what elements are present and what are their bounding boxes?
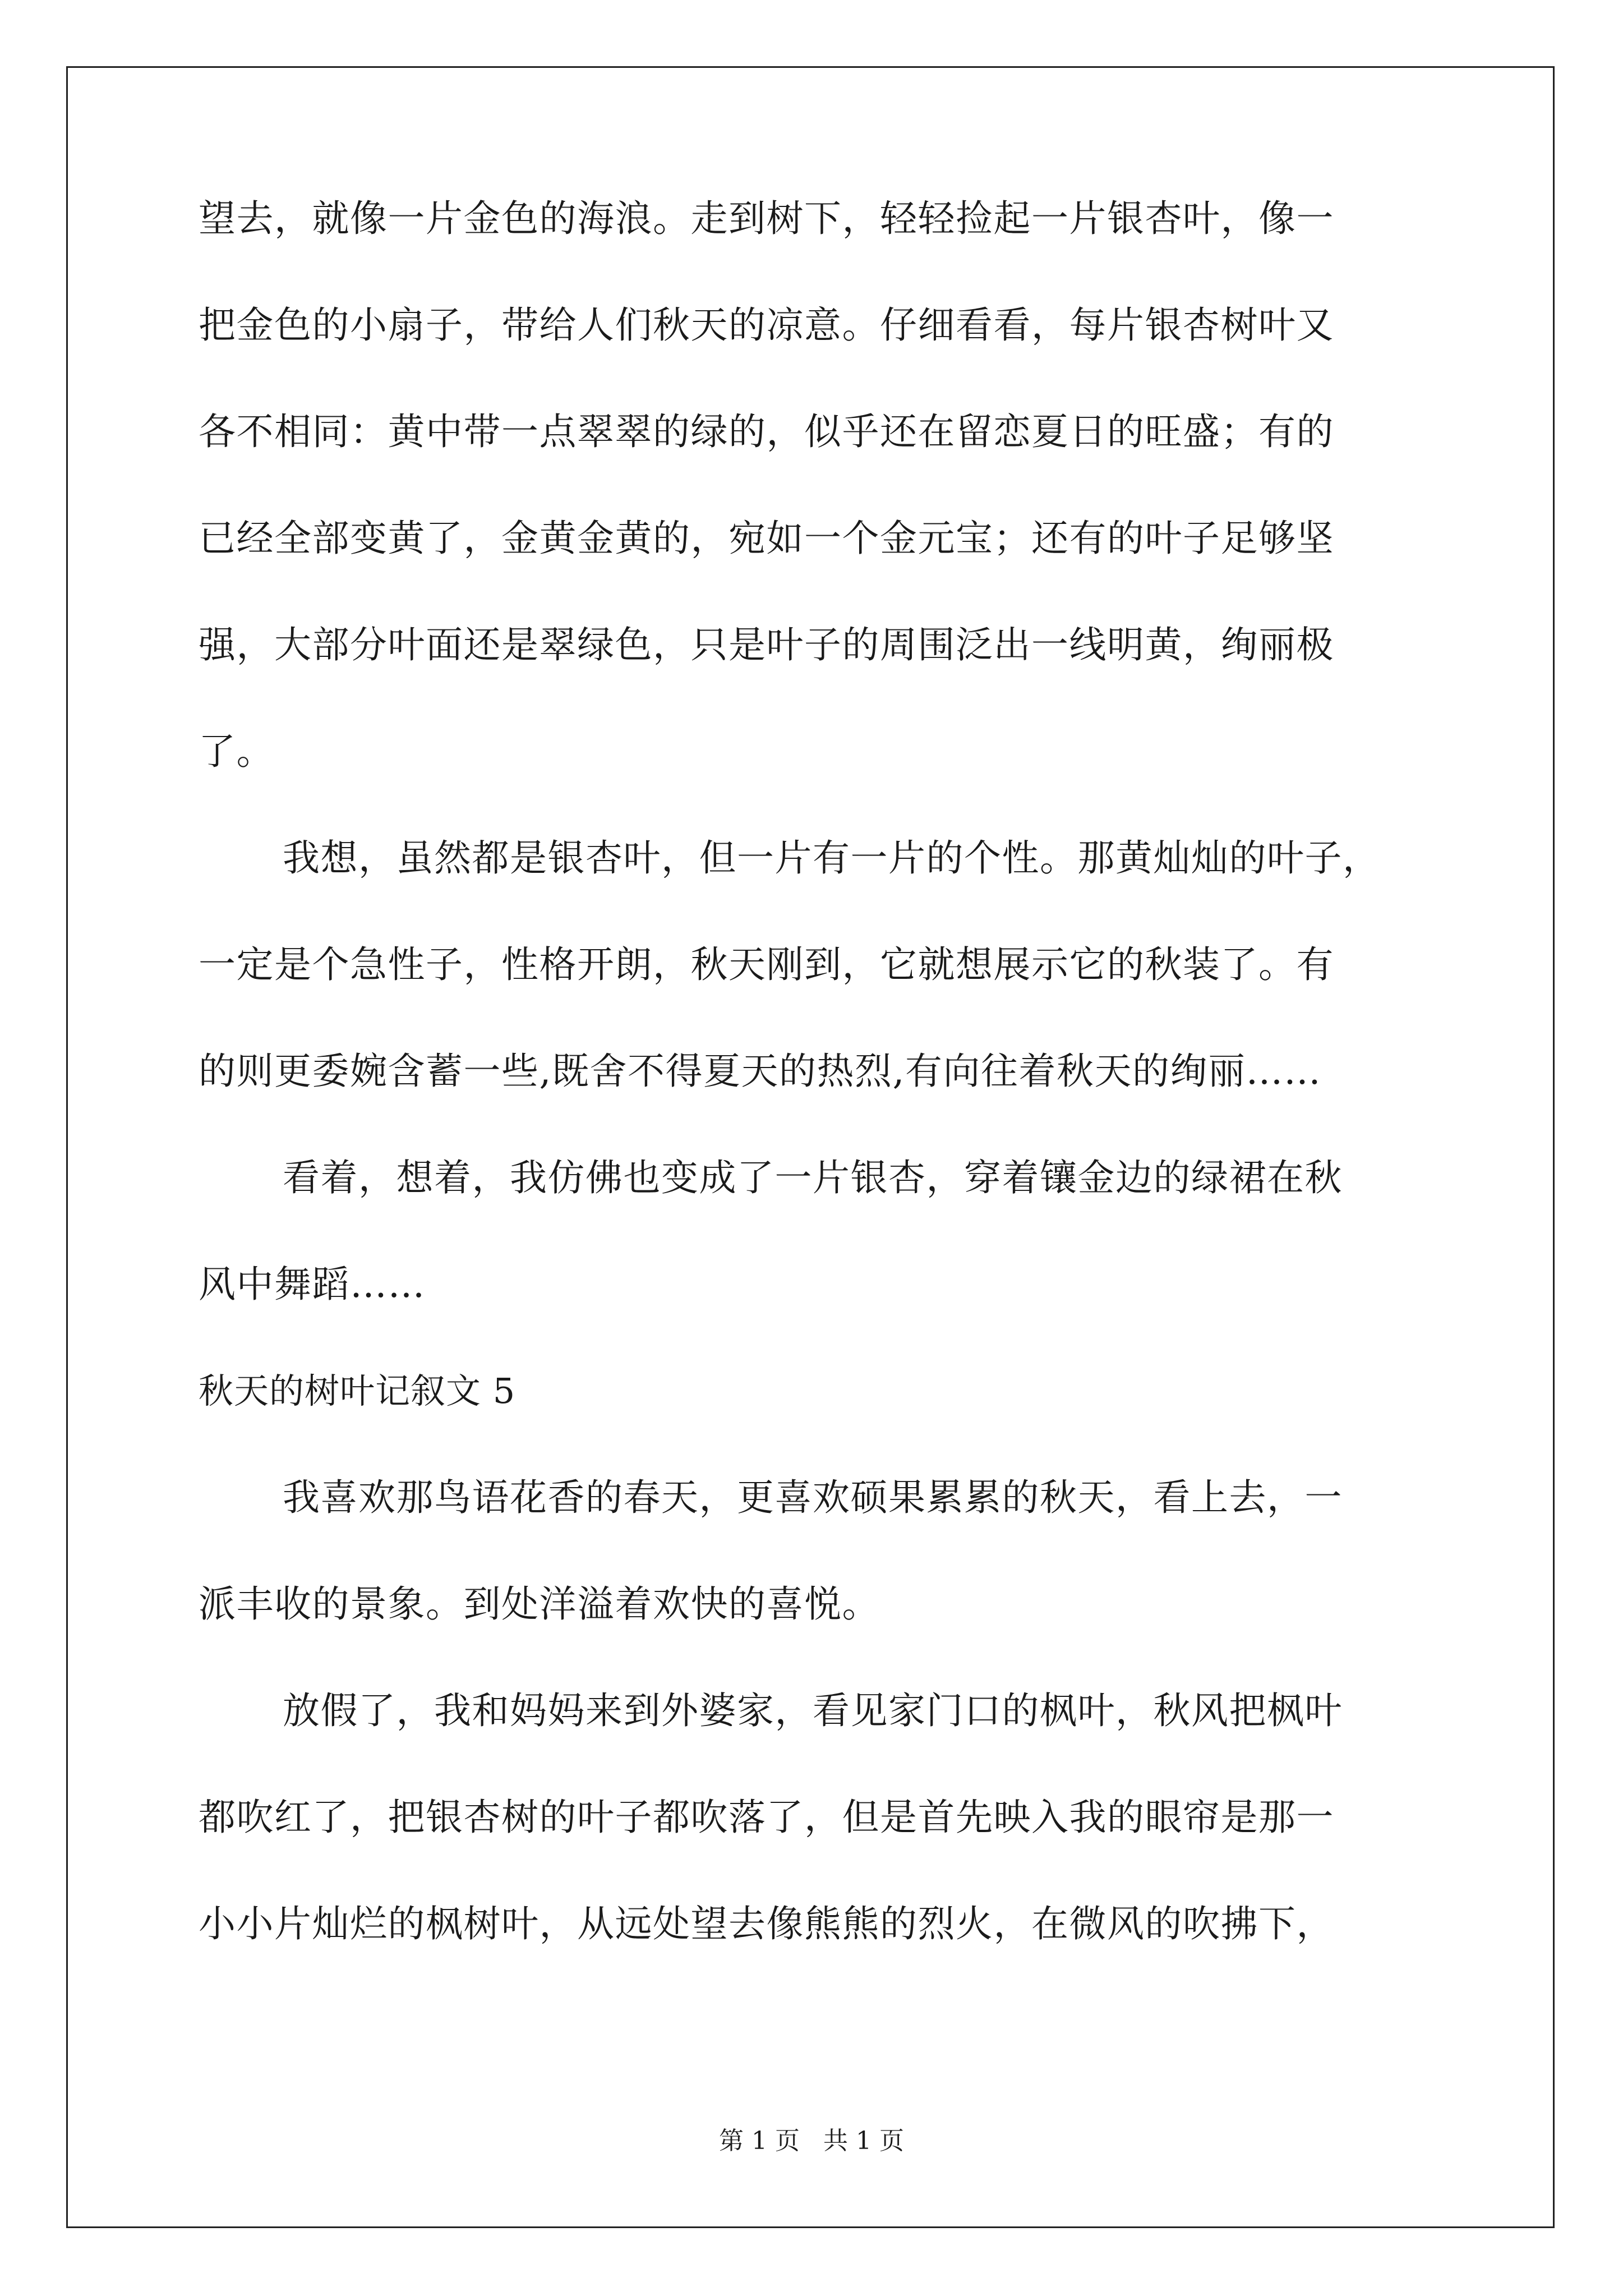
text-line-1: 望去，就像一片金色的海浪。走到树下，轻轻捡起一片银杏叶，像一 — [199, 197, 1334, 240]
text-line-13: 我喜欢那鸟语花香的春天，更喜欢硕果累累的秋天，看上去，一 — [283, 1476, 1343, 1519]
text-line-14: 派丰收的景象。到处洋溢着欢快的喜悦。 — [199, 1582, 880, 1626]
text-line-8: 一定是个急性子，性格开朗，秋天刚到，它就想展示它的秋装了。有 — [199, 943, 1334, 986]
page-number-footer: 第 1 页 共 1 页 — [719, 2127, 904, 2155]
text-line-5: 强，大部分叶面还是翠绿色，只是叶子的周围泛出一线明黄，绚丽极 — [199, 623, 1334, 666]
text-line-10: 看着，想着，我仿佛也变成了一片银杏，穿着镶金边的绿裙在秋 — [283, 1156, 1343, 1199]
text-line-6: 了。 — [199, 730, 274, 773]
text-line-7: 我想，虽然都是银杏叶，但一片有一片的个性。那黄灿灿的叶子， — [283, 836, 1381, 880]
section-heading: 秋天的树叶记叙文 5 — [199, 1370, 516, 1411]
text-line-2: 把金色的小扇子，带给人们秋天的凉意。仔细看看，每片银杏树叶又 — [199, 303, 1334, 347]
text-line-3: 各不相同：黄中带一点翠翠的绿的，似乎还在留恋夏日的旺盛；有的 — [199, 410, 1334, 453]
text-line-11: 风中舞蹈…… — [199, 1263, 426, 1306]
text-line-4: 已经全部变黄了，金黄金黄的，宛如一个金元宝；还有的叶子足够坚 — [199, 517, 1334, 560]
text-line-16: 都吹红了，把银杏树的叶子都吹落了，但是首先映入我的眼帘是那一 — [199, 1796, 1334, 1839]
text-line-15: 放假了，我和妈妈来到外婆家，看见家门口的枫叶，秋风把枫叶 — [283, 1689, 1343, 1732]
document-body — [199, 196, 1455, 2008]
text-line-9: 的则更委婉含蓄一些,既舍不得夏天的热烈,有向往着秋天的绚丽…… — [199, 1050, 1322, 1093]
text-line-17: 小小片灿烂的枫树叶，从远处望去像熊熊的烈火，在微风的吹拂下， — [199, 1902, 1334, 1945]
